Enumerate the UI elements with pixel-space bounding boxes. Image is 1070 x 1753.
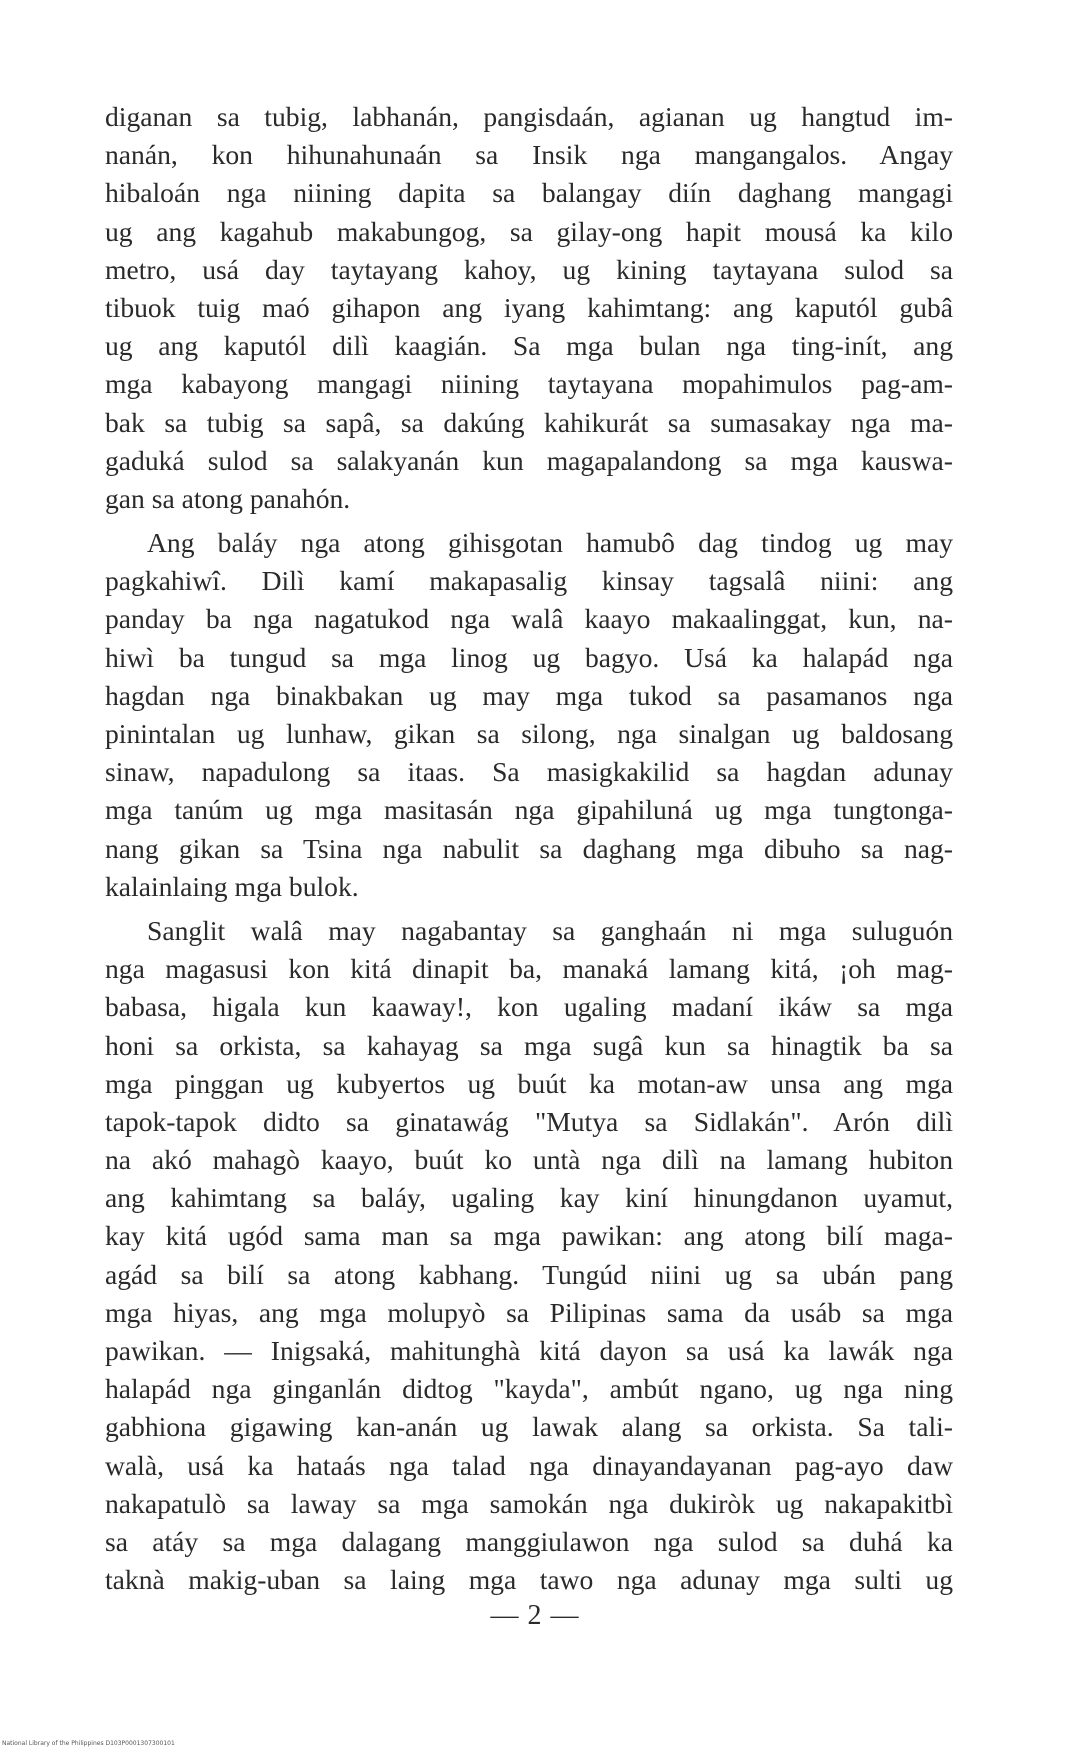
paragraph-1 (105, 98, 953, 518)
text-line: kay kitá ugód sama man sa mga pawikan: ang atong bilí maga- (105, 1220, 953, 1252)
body-text (105, 98, 953, 1599)
text-line: mga kabayong mangagi niining taytayana mopahimulos pag-am- (105, 368, 953, 400)
text-line: sa atáy sa mga dalagang manggiulawon nga sulod sa duhá ka (105, 1525, 953, 1557)
text-line: Ang baláy nga atong gihisgotan hamubô dag tindog ug may (147, 527, 953, 559)
text-line: mga hiyas, ang mga molupyò sa Pilipinas sama da usáb sa mga (105, 1296, 953, 1328)
text-line: ug ang kaputól dilì kaagián. Sa mga bulan nga ting-inít, ang (105, 330, 953, 362)
paragraph-2 (105, 524, 953, 906)
text-line: metro, usá day taytayang kahoy, ug kining taytayana sulod sa (105, 253, 953, 285)
text-line: nang gikan sa Tsina nga nabulit sa daghang mga dibuho sa nag- (105, 832, 953, 864)
text-line: hiwì ba tungud sa mga linog ug bagyo. Usá ka halapád nga (105, 641, 953, 673)
text-line: taknà makig-uban sa laing mga tawo nga adunay mga sulti ug (105, 1564, 953, 1596)
text-line: hagdan nga binakbakan ug may mga tukod sa pasamanos nga (105, 679, 953, 711)
text-line: ang kahimtang sa baláy, ugaling kay kiní hinungdanon uyamut, (105, 1182, 953, 1214)
text-line: ug ang kagahub makabungog, sa gilay-ong hapit mousá ka kilo (105, 215, 953, 247)
text-line: walà, usá ka hataás nga talad nga dinayandayanan pag-ayo daw (105, 1449, 953, 1481)
text-line: Sanglit walâ may nagabantay sa ganghaán ni mga suluguón (147, 914, 953, 946)
text-line: panday ba nga nagatukod nga walâ kaayo makaalinggat, kun, na- (105, 603, 953, 635)
paragraph-3 (105, 912, 953, 1599)
text-line: nga magasusi kon kitá dinapit ba, manaká lamang kitá, ¡oh mag- (105, 953, 953, 985)
text-line: nanán, kon hihunahunaán sa Insik nga mangangalos. Angay (105, 139, 953, 171)
footer-credit: National Library of the Philippines D103P0001307300101 (2, 1740, 175, 1747)
text-line: mga tanúm ug mga masitasán nga gipahiluná ug mga tungtonga- (105, 794, 953, 826)
page-number: — 2 — (490, 1600, 580, 1631)
text-line: bak sa tubig sa sapâ, sa dakúng kahikurát sa sumasakay nga ma- (105, 406, 953, 438)
text-line: tibuok tuig maó gihapon ang iyang kahimtang: ang kaputól gubâ (105, 291, 953, 323)
text-line: gan sa atong panahón. (105, 482, 351, 514)
text-line: kalainlaing mga bulok. (105, 870, 359, 902)
text-line: gaduká sulod sa salakyanán kun magapalandong sa mga kauswa- (105, 444, 953, 476)
text-line: diganan sa tubig, labhanán, pangisdaán, agianan ug hangtud im- (105, 101, 953, 132)
text-line: babasa, higala kun kaaway!, kon ugaling madaní ikáw sa mga (105, 991, 953, 1023)
text-line: mga pinggan ug kubyertos ug buút ka motan-aw unsa ang mga (105, 1067, 953, 1099)
text-line: pinintalan ug lunhaw, gikan sa silong, nga sinalgan ug baldosang (105, 718, 953, 749)
text-line: nakapatulò sa laway sa mga samokán nga dukiròk ug nakapakitbì (105, 1487, 953, 1519)
text-line: hibaloán nga niining dapita sa balangay diín daghang mangagi (105, 177, 953, 209)
text-line: pagkahiwî. Dilì kamí makapasalig kinsay tagsalâ niini: ang (105, 565, 953, 597)
text-line: pawikan. — Inigsaká, mahitunghà kitá dayon sa usá ka lawák nga (105, 1335, 953, 1366)
text-line: gabhiona gigawing kan-anán ug lawak alang sa orkista. Sa tali- (105, 1411, 953, 1443)
text-line: halapád nga ginganlán didtog "kayda", ambút ngano, ug nga ning (105, 1373, 953, 1405)
text-line: tapok-tapok didto sa ginatawág "Mutya sa Sidlakán". Arón dilì (105, 1105, 953, 1137)
text-line: honi sa orkista, sa kahayag sa mga sugâ kun sa hinagtik ba sa (105, 1029, 953, 1061)
text-line: na akó mahagò kaayo, buút ko untà nga dilì na lamang hubiton (105, 1144, 953, 1176)
text-line: sinaw, napadulong sa itaas. Sa masigkakilid sa hagdan adunay (105, 756, 953, 788)
text-line: agád sa bilí sa atong kabhang. Tungúd niini ug sa ubán pang (105, 1258, 953, 1290)
